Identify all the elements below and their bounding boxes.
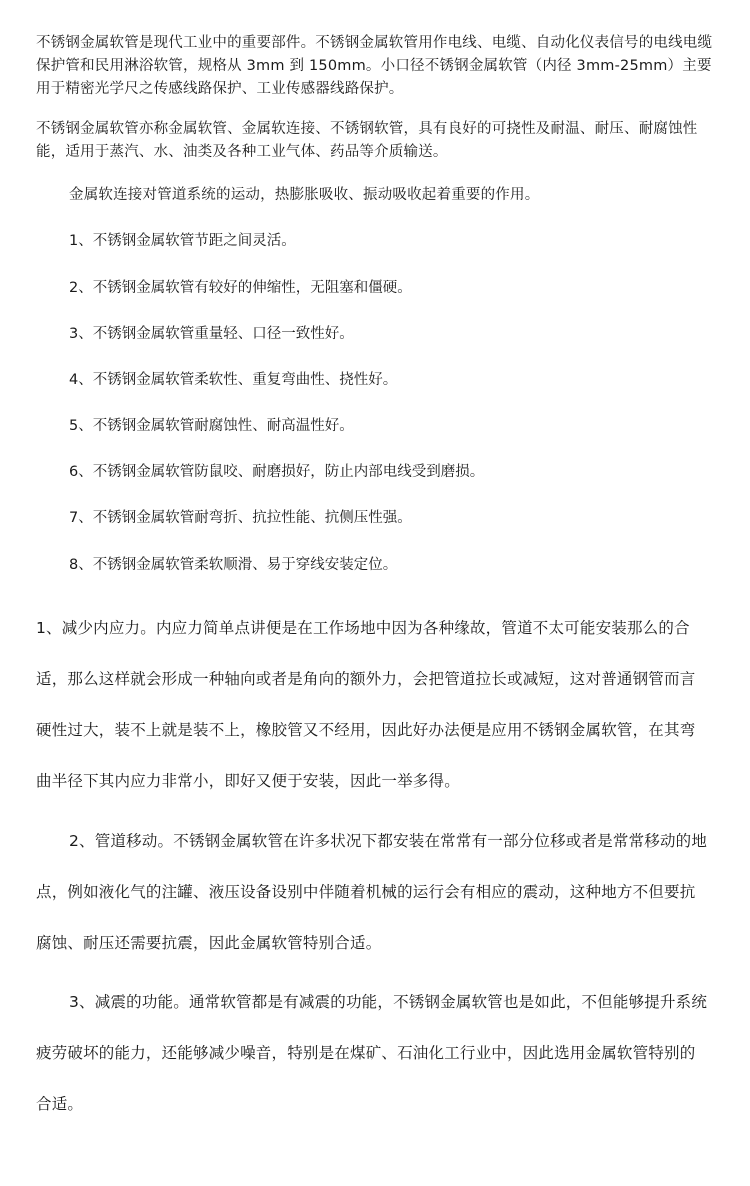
feature-item: 5、不锈钢金属软管耐腐蚀性、耐高温性好。 [69,418,354,434]
feature-item: 1、不锈钢金属软管节距之间灵活。 [69,233,296,249]
section-paragraph-2: 2、管道移动。不锈钢金属软管在许多状况下都安装在常常有一部分位移或者是常常移动的地点，例如液化气的注罐、液压设备设别中伴随着机械的运行会有相应的震动，这种地方不但要抗腐蚀、耐压还需要抗震，因此金属软管特别合适。 [36,832,708,952]
intro-paragraph-1: 不锈钢金属软管是现代工业中的重要部件。不锈钢金属软管用作电线、电缆、自动化仪表信号的电线电缆保护管和民用淋浴软管，规格从 3mm 到 150mm。小口径不锈钢金属软管（内径 3mm-25mm）主要用于精密光学尺之传感线路保护、工业传感器线路保护。 [36,35,713,97]
intro-paragraph-3: 金属软连接对管道系统的运动，热膨胀吸收、振动吸收起着重要的作用。 [69,187,540,203]
feature-item: 3、不锈钢金属软管重量轻、口径一致性好。 [69,326,354,342]
feature-item: 8、不锈钢金属软管柔软顺滑、易于穿线安装定位。 [69,557,398,573]
feature-item: 7、不锈钢金属软管耐弯折、抗拉性能、抗侧压性强。 [69,510,412,526]
section-paragraph-3: 3、减震的功能。通常软管都是有减震的功能，不锈钢金属软管也是如此，不但能够提升系统疲劳破坏的能力，还能够减少噪音，特别是在煤矿、石油化工行业中，因此选用金属软管特别的合适。 [36,993,708,1113]
feature-item: 6、不锈钢金属软管防鼠咬、耐磨损好，防止内部电线受到磨损。 [69,464,485,480]
section-paragraph-1: 1、减少内应力。内应力简单点讲便是在工作场地中因为各种缘故，管道不太可能安装那么的合适，那么这样就会形成一种轴向或者是角向的额外力，会把管道拉长或减短，这对普通钢管而言硬性过大，装不上就是装不上，橡胶管又不经用，因此好办法便是应用不锈钢金属软管，在其弯曲半径下其内应力非常小，即好又便于安装，因此一举多得。 [36,619,696,790]
feature-item: 2、不锈钢金属软管有较好的伸缩性，无阻塞和僵硬。 [69,280,412,296]
feature-item: 4、不锈钢金属软管柔软性、重复弯曲性、挠性好。 [69,372,398,388]
intro-paragraph-2: 不锈钢金属软管亦称金属软管、金属软连接、不锈钢软管，具有良好的可挠性及耐温、耐压、耐腐蚀性能，适用于蒸汽、水、油类及各种工业气体、药品等介质输送。 [36,121,698,160]
